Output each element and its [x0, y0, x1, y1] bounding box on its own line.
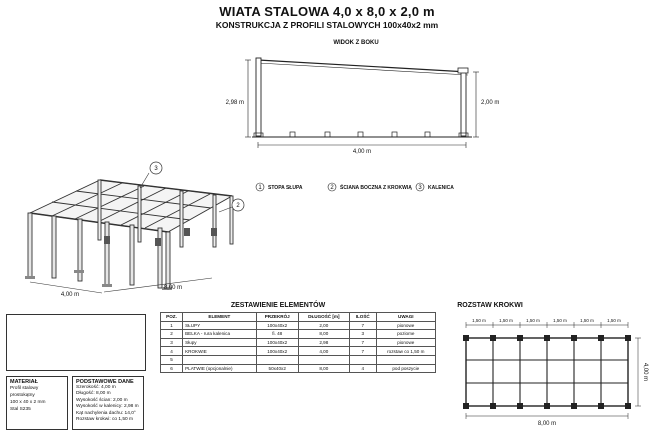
table-cell: pod poszycie — [376, 364, 435, 373]
table-cell: 100x40x2 — [256, 347, 298, 356]
material-box — [6, 376, 68, 430]
base-data-line: Rozstaw krokwi: co 1,50 m — [76, 417, 134, 423]
base-data-line: Wysokość w kalenicy: 2,98 m — [76, 404, 139, 410]
table-cell: Słupy — [183, 338, 257, 347]
table-header-cell: POZ. — [161, 313, 183, 322]
table-cell: poziome — [376, 330, 435, 339]
table-cell: 1 — [161, 321, 183, 330]
table-cell: BELKA - rura kalenica — [183, 330, 257, 339]
table-cell: 2,00 — [298, 321, 349, 330]
table-header-cell: ILOŚĆ — [349, 313, 376, 322]
table-header-cell: DŁUGOŚĆ [m] — [298, 313, 349, 322]
elements-table-title: ZESTAWIENIE ELEMENTÓW — [230, 302, 326, 309]
table-row — [161, 355, 436, 364]
material-heading: MATERIAŁ — [10, 379, 39, 385]
table-cell: PLATWIE (opcjonalnie) — [183, 364, 257, 373]
table-row — [161, 364, 436, 373]
table-cell: 100x40x2 — [256, 321, 298, 330]
legend-num-1: 1 — [258, 185, 262, 191]
spacing-4: 1,50 m — [553, 318, 567, 323]
spacing-1: 1,50 m — [472, 318, 486, 323]
side-dim-right: 2,00 m — [481, 100, 500, 106]
table-cell: rozstaw co 1,50 m — [376, 347, 435, 356]
table-cell — [298, 355, 349, 364]
table-cell: 4 — [349, 364, 376, 373]
side-dim-left: 2,98 m — [225, 100, 244, 106]
table-row — [161, 330, 436, 339]
table-cell — [256, 355, 298, 364]
table-cell: 100x40x2 — [256, 338, 298, 347]
legend — [256, 183, 454, 191]
table-cell — [349, 355, 376, 364]
table-cell: 4 — [161, 347, 183, 356]
iso-dim-length: 8,00 m — [163, 285, 183, 291]
isometric-view — [25, 162, 244, 298]
legend-num-3: 3 — [418, 185, 422, 191]
spacing-3: 1,50 m — [526, 318, 540, 323]
table-cell: SŁUPY — [183, 321, 257, 330]
roof-layout-grid — [463, 318, 648, 427]
table-cell: 3 — [349, 330, 376, 339]
table-cell: 6 — [161, 364, 183, 373]
base-data-line: Wysokość ścian: 2,00 m — [76, 397, 128, 403]
side-dim-bottom: 4,00 m — [352, 149, 372, 155]
table-cell — [376, 355, 435, 364]
base-data-heading: PODSTAWOWE DANE — [76, 379, 134, 385]
table-header-cell: PRZEKRÓJ — [256, 313, 298, 322]
table-header-cell: UWAGI — [376, 313, 435, 322]
table-cell: 3 — [161, 338, 183, 347]
base-data-box — [72, 376, 144, 430]
base-data-line: Kąt nachylenia dachu: 14,0° — [76, 410, 136, 416]
table-row — [161, 338, 436, 347]
table-cell — [183, 355, 257, 364]
iso-callout-2: 2 — [236, 203, 240, 209]
table-header-cell: ELEMENT — [183, 313, 257, 322]
legend-text-2: ŚCIANA BOCZNA Z KROKWIĄ — [340, 185, 412, 191]
material-line: 100 x 40 x 2 mm — [10, 400, 46, 405]
iso-callout-3: 3 — [154, 166, 158, 172]
elements-table — [160, 312, 436, 373]
spacing-5: 1,50 m — [580, 318, 594, 323]
side-view — [226, 40, 500, 155]
table-cell: fi. 48 — [256, 330, 298, 339]
roof-dim-bottom: 8,00 m — [537, 421, 557, 427]
legend-text-3: KALENICA — [428, 185, 454, 191]
base-data-line: Szerokość: 4,00 m — [76, 385, 116, 390]
table-cell: 50x40x2 — [256, 364, 298, 373]
spacing-2: 1,50 m — [499, 318, 513, 323]
table-cell: 7 — [349, 338, 376, 347]
table-cell: 2,98 — [298, 338, 349, 347]
drawing-subtitle: KONSTRUKCJA Z PROFILI STALOWYCH 100x40x2 mm — [215, 20, 439, 30]
spacing-6: 1,50 m — [607, 318, 621, 323]
roof-layout-title: ROZSTAW KROKWI — [457, 302, 523, 309]
empty-title-box — [6, 314, 146, 371]
table-cell: pionowe — [376, 321, 435, 330]
table-cell: 2 — [161, 330, 183, 339]
drawing-title: WIATA STALOWA 4,0 x 8,0 x 2,0 m — [219, 4, 435, 19]
table-cell: KROKWIE — [183, 347, 257, 356]
table-cell: pionowe — [376, 338, 435, 347]
iso-dim-width: 4,00 m — [60, 292, 80, 298]
material-line: Profil stalowy prostokątny — [10, 386, 39, 398]
base-data-line: Długość: 8,00 m — [76, 391, 111, 397]
table-row — [161, 347, 436, 356]
table-cell: 7 — [349, 347, 376, 356]
table-cell: 5 — [161, 355, 183, 364]
table-cell: 8,00 — [298, 330, 349, 339]
table-cell: 4,00 — [298, 347, 349, 356]
table-cell: 8,00 — [298, 364, 349, 373]
legend-text-1: STOPA SŁUPA — [268, 185, 303, 191]
side-view-label: WIDOK Z BOKU — [333, 40, 379, 46]
legend-num-2: 2 — [330, 185, 334, 191]
material-line: Stal S235 — [10, 407, 31, 412]
table-header-row — [161, 313, 436, 322]
roof-dim-right: 4,00 m — [642, 362, 648, 382]
table-cell: 7 — [349, 321, 376, 330]
table-row — [161, 321, 436, 330]
